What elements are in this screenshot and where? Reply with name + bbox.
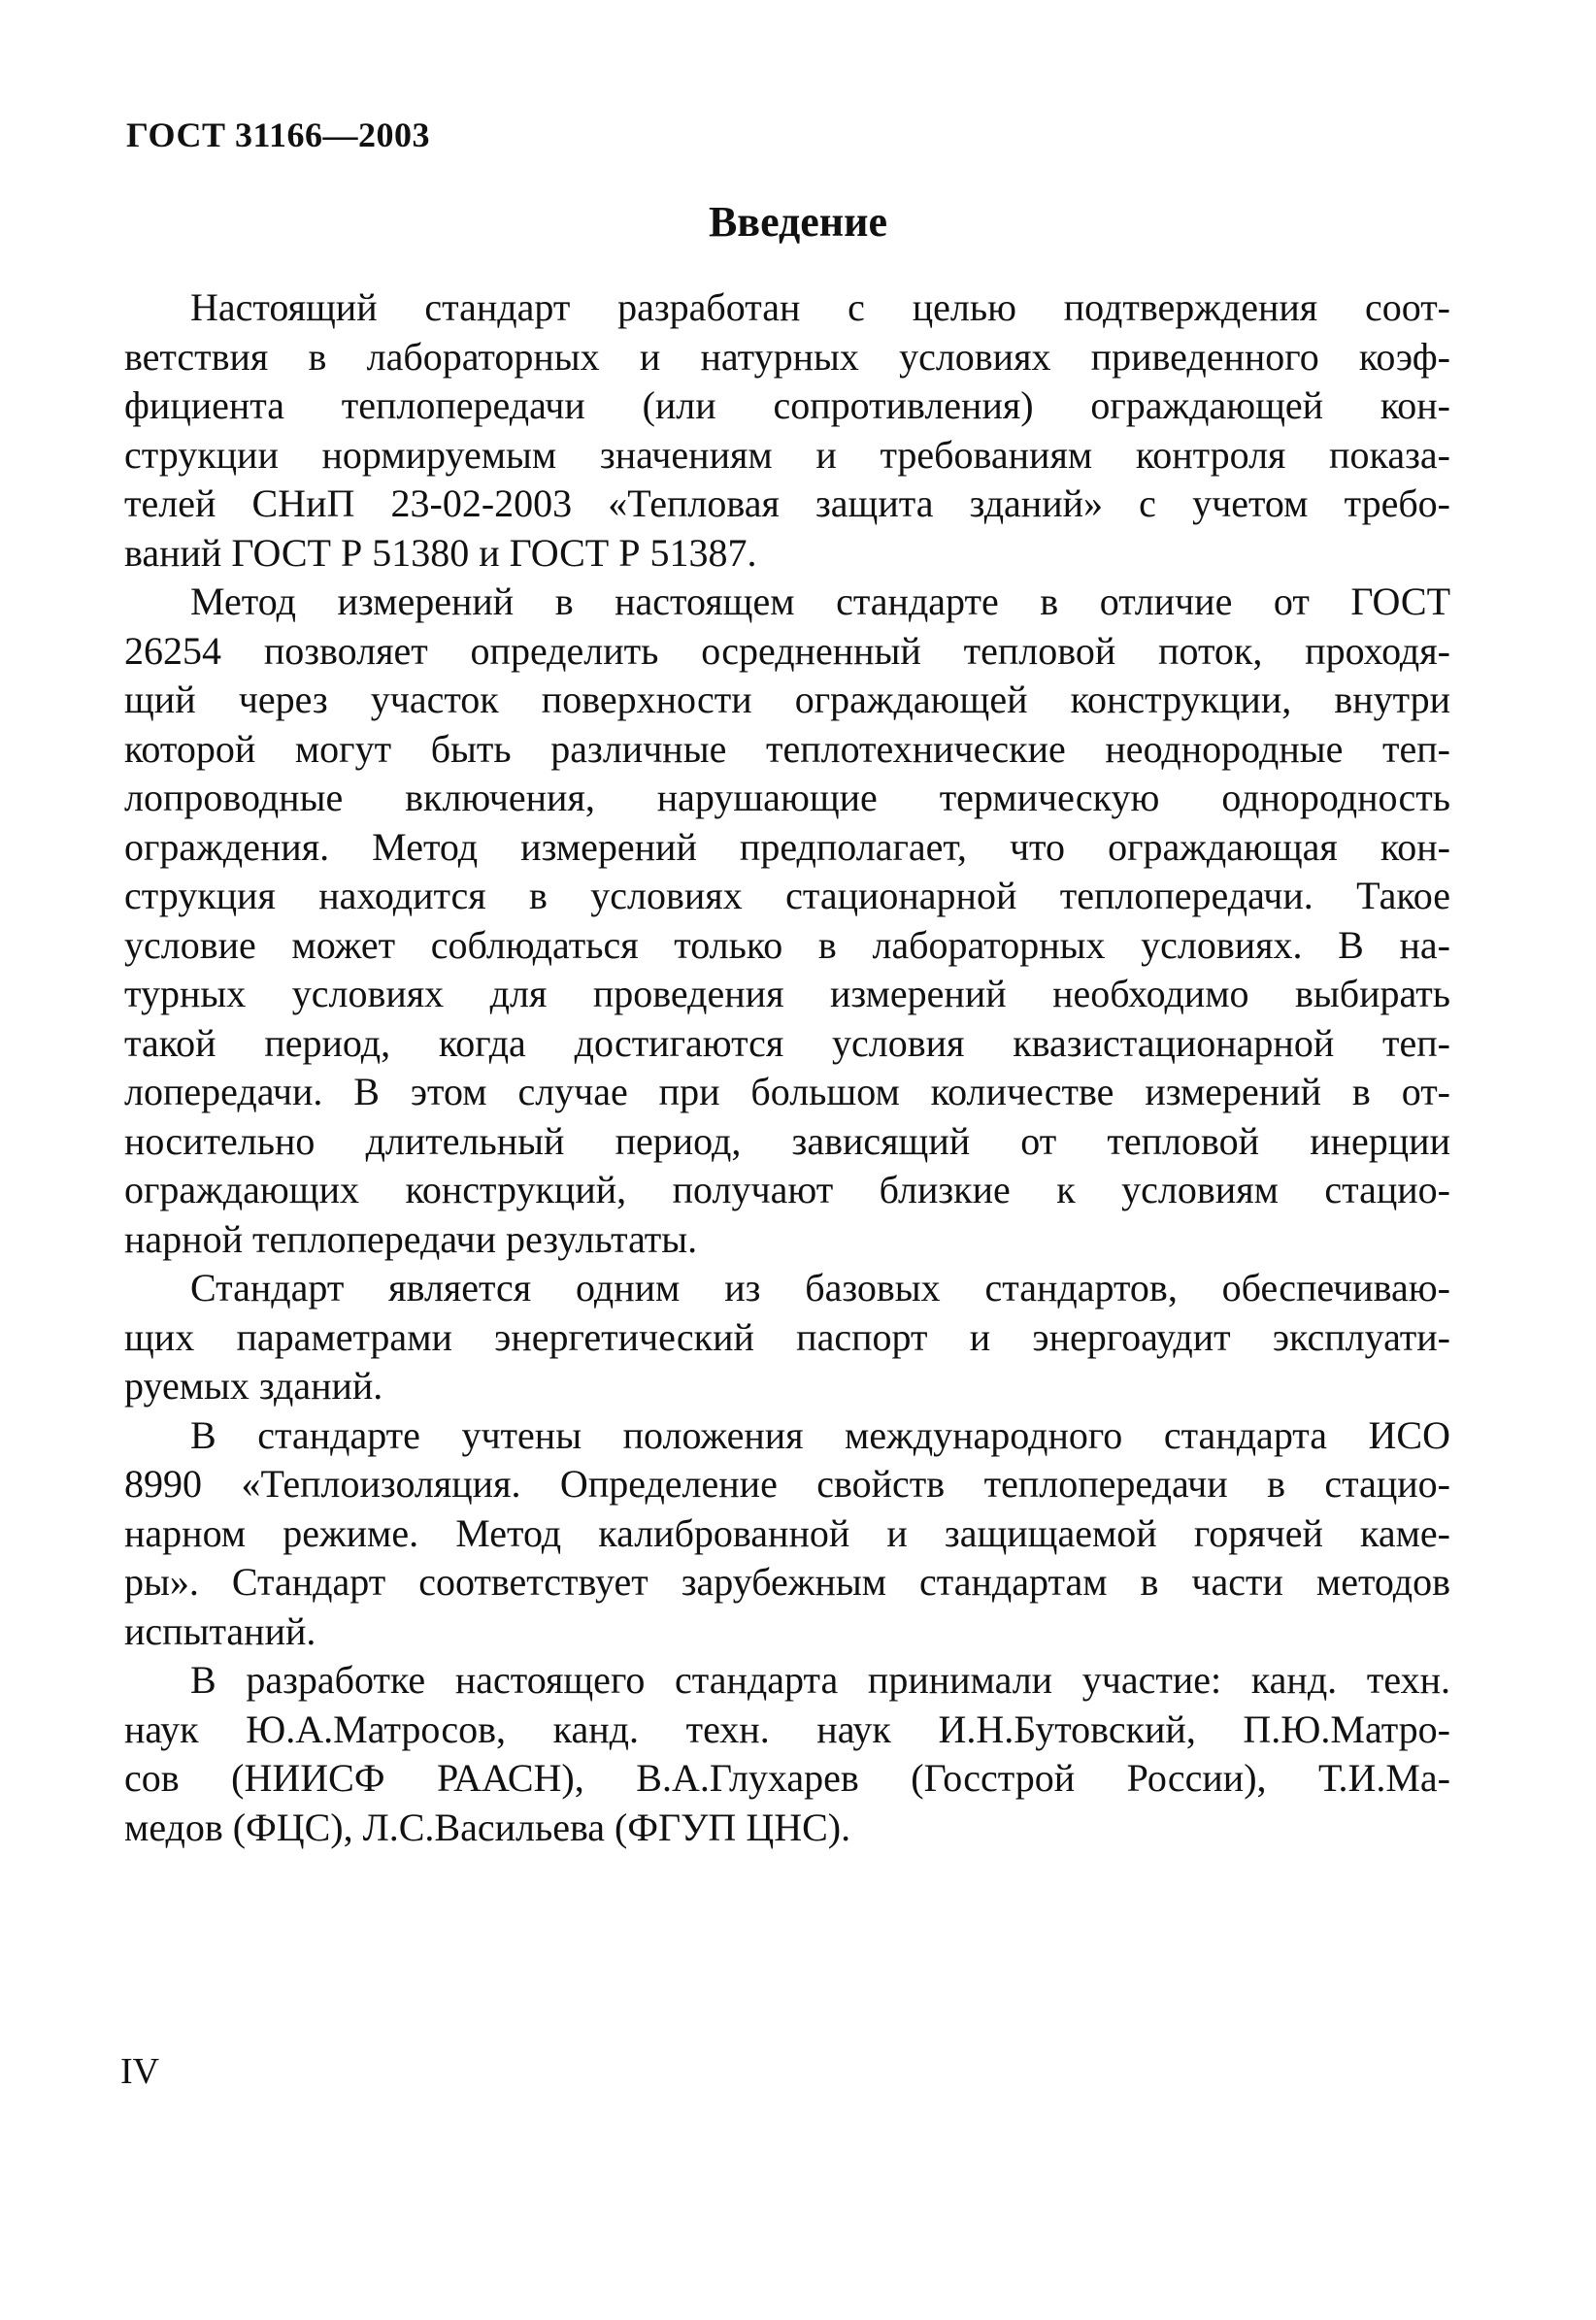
text-line: 8990 «Теплоизоляция. Определение свойств теплопередачи в стацио- xyxy=(124,1462,1450,1506)
text-line: нарной теплопередачи результаты. xyxy=(124,1216,698,1261)
text-line: нарном режиме. Метод калиброванной и защищаемой горячей каме- xyxy=(124,1510,1450,1555)
text-line: лопроводные включения, нарушающие термическую однородность xyxy=(124,776,1450,819)
text-line: турных условиях для проведения измерений необходимо выбирать xyxy=(124,972,1450,1015)
text-line: ограждения. Метод измерений предполагает, что ограждающая кон- xyxy=(124,824,1450,869)
text-line: наук Ю.А.Матросов, канд. техн. наук И.Н.Бутовский, П.Ю.Матро- xyxy=(124,1707,1450,1751)
text-line: В разработке настоящего стандарта принимали участие: канд. техн. xyxy=(190,1658,1450,1702)
paragraph-authors xyxy=(124,1656,1450,1852)
paragraph-basis xyxy=(124,1264,1450,1411)
text-line: ограждающих конструкций, получают близкие к условиям стацио- xyxy=(124,1168,1450,1211)
document-code: ГОСТ 31166—2003 xyxy=(126,116,430,154)
body-text xyxy=(124,283,1450,1852)
text-line: щих параметрами энергетический паспорт и энергоаудит эксплуати- xyxy=(124,1314,1450,1359)
text-line: носительно длительный период, зависящий от тепловой инерции xyxy=(124,1118,1450,1163)
text-line: 26254 позволяет определить осредненный тепловой поток, проходя- xyxy=(124,628,1450,673)
paragraph-method xyxy=(124,578,1450,1264)
text-line: струкции нормируемым значениям и требованиям контроля показа- xyxy=(124,432,1450,477)
text-line: ветствия в лабораторных и натурных условиях приведенного коэф- xyxy=(124,334,1450,379)
paragraph-purpose xyxy=(124,283,1450,578)
text-line: фициента теплопередачи (или сопротивления) ограждающей кон- xyxy=(124,383,1450,427)
text-line: В стандарте учтены положения международного стандарта ИСО xyxy=(190,1412,1450,1457)
text-line: струкция находится в условиях стационарной теплопередачи. Такое xyxy=(124,874,1450,917)
text-line: ваний ГОСТ Р 51380 и ГОСТ Р 51387. xyxy=(124,530,757,575)
text-line: Метод измерений в настоящем стандарте в отличие от ГОСТ xyxy=(190,580,1450,623)
text-line: Стандарт является одним из базовых стандартов, обеспечиваю- xyxy=(190,1266,1450,1309)
text-line: медов (ФЦС), Л.С.Васильева (ФГУП ЦНС). xyxy=(124,1805,851,1849)
section-title: Введение xyxy=(708,198,888,246)
text-line: условие может соблюдаться только в лабораторных условиях. В на- xyxy=(124,922,1450,967)
text-line: телей СНиП 23-02-2003 «Тепловая защита зданий» с учетом требо- xyxy=(124,481,1450,525)
text-line: щий через участок поверхности ограждающей конструкции, внутри xyxy=(124,678,1450,721)
text-line: Настоящий стандарт разработан с целью подтверждения соот- xyxy=(190,285,1450,329)
text-line: ры». Стандарт соответствует зарубежным стандартам в части методов xyxy=(124,1560,1450,1604)
text-line: которой могут быть различные теплотехнические неоднородные теп- xyxy=(124,726,1450,771)
text-line: руемых зданий. xyxy=(124,1364,383,1408)
page-number: IV xyxy=(120,2051,160,2092)
text-line: такой период, когда достигаются условия квазистационарной теп- xyxy=(124,1020,1450,1065)
paragraph-iso xyxy=(124,1411,1450,1657)
text-line: сов (НИИСФ РААСН), В.А.Глухарев (Госстрой России), Т.И.Ма- xyxy=(124,1756,1450,1800)
text-line: лопередачи. В этом случае при большом количестве измерений в от- xyxy=(124,1070,1450,1113)
text-line: испытаний. xyxy=(124,1608,316,1653)
